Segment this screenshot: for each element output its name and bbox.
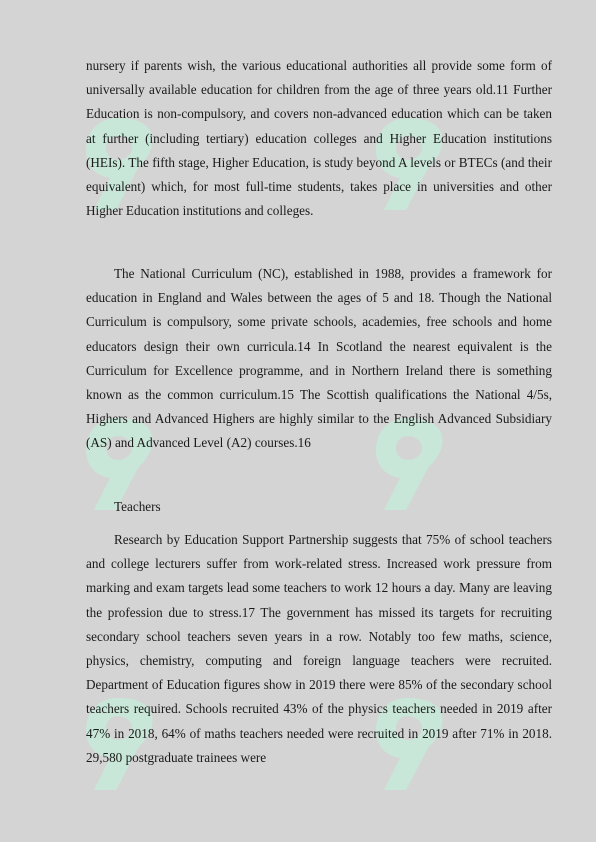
paragraph-teachers: Research by Education Support Partnership suggests that 75% of school teachers and college lecturers suffer from work-related stress. Increased work pressure from marking and exam targets lead some teachers to work 12 hours a day. Many are leaving the profession due to stress.17 The government has missed its targets for recruiting secondary school teachers seven years in a row. Notably too few maths, science, physics, chemistry, computing and foreign language teachers were recruited. Department of Education figures show in 2019 there were 85% of the secondary school teachers required. Schools recruited 43% of the physics teachers needed in 2019 after 47% in 2018, 64% of maths teachers needed were recruited in 2019 after 71% in 2018. 29,580 postgraduate trainees were [86,532,552,765]
paragraph-further-education: nursery if parents wish, the various educational authorities all provide some form of universally available education for children from the age of three years old.11 Further Education is non-compulsory, and covers non-advanced education which can be taken at further (including tertiary) education colleges and Higher Education institutions (HEIs). The fifth stage, Higher Education, is study beyond A levels or BTECs (and their equivalent) which, for most full-time students, takes place in universities and other Higher Education institutions and colleges. [86,58,552,219]
section-heading-teachers: Teachers [114,499,161,514]
paragraph-national-curriculum: The National Curriculum (NC), established in 1988, provides a framework for education in England and Wales between the ages of 5 and 18. Though the National Curriculum is compulsory, some private schools, academies, free schools and home educators design their own curricula.14 In Scotland the nearest equivalent is the Curriculum for Excellence programme, and in Northern Ireland there is something known as the common curriculum.15 The Scottish qualifications the National 4/5s, Highers and Advanced Highers are highly similar to the English Advanced Subsidiary (AS) and Advanced Level (A2) courses.16 [86,266,552,451]
